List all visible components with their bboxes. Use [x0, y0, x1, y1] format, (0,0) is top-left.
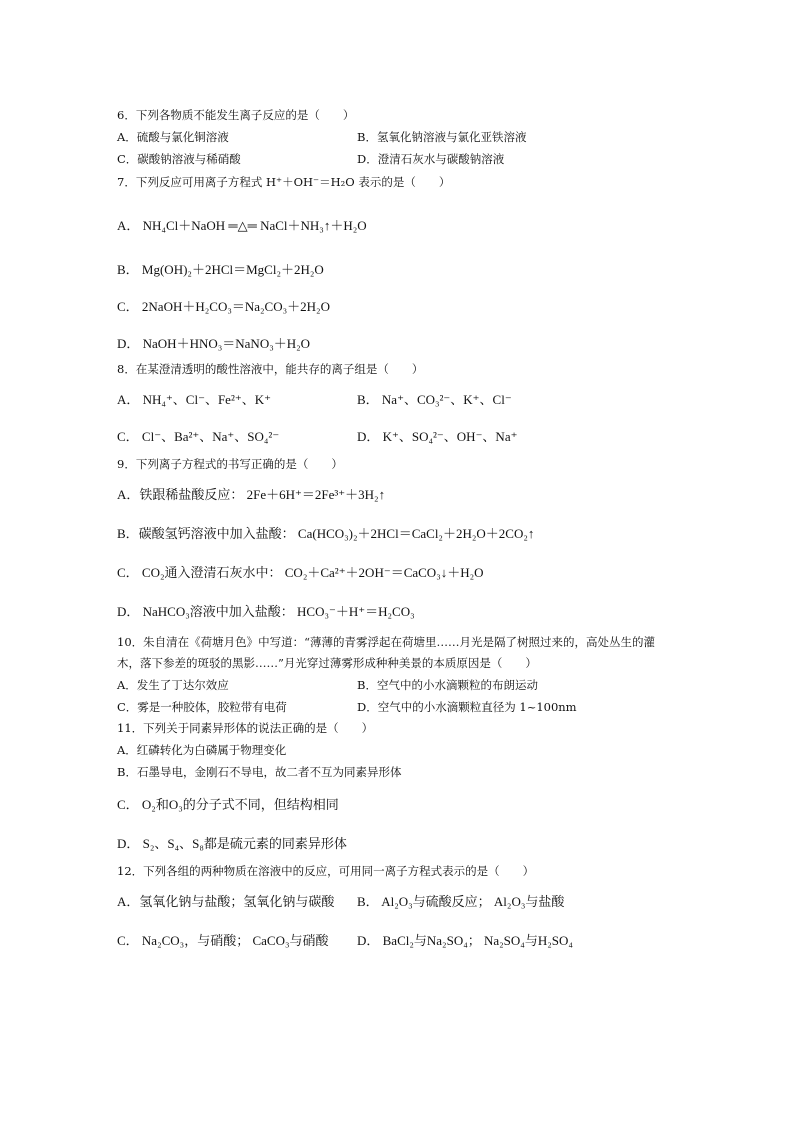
question-12-options-row-1 — [117, 891, 677, 910]
question-9-option-c: C． CO₂通入澄清石灰水中： CO₂＋Ca²⁺＋2OH⁻＝CaCO₃↓＋H₂O — [117, 565, 484, 580]
question-8-options-row-1 — [117, 389, 677, 408]
question-12-stem: 12．下列各组的两种物质在溶液中的反应，可用同一离子方程式表示的是（ ） — [117, 864, 535, 878]
question-10-option-b: B．空气中的小水滴颗粒的布朗运动 — [357, 678, 538, 692]
question-9-option-a: A．铁跟稀盐酸反应： 2Fe＋6H⁺＝2Fe³⁺＋3H₂↑ — [117, 487, 386, 502]
question-11-stem: 11．下列关于同素异形体的说法正确的是（ ） — [117, 721, 374, 735]
question-6-options-row-1 — [117, 129, 677, 145]
question-9-option-d: D． NaHCO₃溶液中加入盐酸： HCO₃⁻＋H⁺＝H₂CO₃ — [117, 604, 415, 619]
question-8-option-d: D． K⁺、SO₄²⁻、OH⁻、Na⁺ — [357, 429, 518, 444]
question-6-option-c: C．碳酸钠溶液与稀硝酸 — [117, 152, 241, 166]
question-11-option-d: D． S₂、S₄、S₈都是硫元素的同素异形体 — [117, 836, 347, 851]
question-10-option-c: C．雾是一种胶体，胶粒带有电荷 — [117, 700, 287, 714]
question-7-stem: 7．下列反应可用离子方程式 H⁺＋OH⁻＝H₂O 表示的是（ ） — [117, 175, 451, 189]
question-12-option-d: D． BaCl₂与Na₂SO₄； Na₂SO₄与H₂SO₄ — [357, 933, 573, 948]
question-10-stem: 10．朱自清在《荷塘月色》中写道：“薄薄的青雾浮起在荷塘里……月光是隔了树照过来的，高处丛生的灌木，落下参差的斑驳的黑影……”月光穿过薄雾形成种种美景的本质原因是（ ） — [117, 635, 656, 670]
question-10-option-d: D．空气中的小水滴颗粒直径为 1~100nm — [357, 700, 577, 714]
question-9-stem: 9．下列离子方程式的书写正确的是（ ） — [117, 457, 343, 471]
question-8-options-row-2 — [117, 426, 677, 445]
question-12-option-b: B． Al₂O₃与硫酸反应； Al₂O₃与盐酸 — [357, 894, 565, 909]
question-11-option-b: B．石墨导电，金刚石不导电，故二者不互为同素异形体 — [117, 765, 402, 779]
question-10-options-row-2 — [117, 699, 677, 715]
question-7-option-c: C． 2NaOH＋H₂CO₃＝Na₂CO₃＋2H₂O — [117, 299, 330, 314]
question-6-options-row-2 — [117, 151, 677, 167]
question-6-stem: 6．下列各物质不能发生离子反应的是（ ） — [117, 108, 355, 122]
question-10-option-a: A．发生了丁达尔效应 — [117, 678, 229, 692]
question-9-option-b: B．碳酸氢钙溶液中加入盐酸： Ca(HCO₃)₂＋2HCl＝CaCl₂＋2H₂O＋2CO₂↑ — [117, 526, 535, 541]
question-6-option-b: B．氢氧化钠溶液与氯化亚铁溶液 — [357, 130, 527, 144]
question-11-option-a: A．红磷转化为白磷属于物理变化 — [117, 743, 287, 757]
question-12-option-a: A．氢氧化钠与盐酸；氢氧化钠与碳酸 — [117, 894, 335, 909]
question-7-option-b: B． Mg(OH)₂＋2HCl＝MgCl₂＋2H₂O — [117, 262, 324, 277]
question-8-option-a: A． NH₄⁺、Cl⁻、Fe²⁺、K⁺ — [117, 392, 271, 407]
question-7-option-a: A． NH₄Cl＋NaOH ═△═ NaCl＋NH₃↑＋H₂O — [117, 218, 367, 233]
question-10-options-row-1 — [117, 677, 677, 693]
question-11-option-c: C． O₂和O₃的分子式不同，但结构相同 — [117, 797, 339, 812]
question-8-option-b: B． Na⁺、CO₃²⁻、K⁺、Cl⁻ — [357, 392, 512, 407]
question-7-option-d: D． NaOH＋HNO₃＝NaNO₃＋H₂O — [117, 336, 311, 351]
question-6-option-d: D．澄清石灰水与碳酸钠溶液 — [357, 152, 505, 166]
question-6-option-a: A．硫酸与氯化铜溶液 — [117, 130, 229, 144]
question-8-option-c: C． Cl⁻、Ba²⁺、Na⁺、SO₄²⁻ — [117, 429, 280, 444]
question-12-option-c: C． Na₂CO₃，与硝酸； CaCO₃与硝酸 — [117, 933, 329, 948]
question-12-options-row-2 — [117, 930, 677, 949]
question-sheet — [117, 108, 677, 949]
question-8-stem: 8．在某澄清透明的酸性溶液中，能共存的离子组是（ ） — [117, 362, 424, 376]
